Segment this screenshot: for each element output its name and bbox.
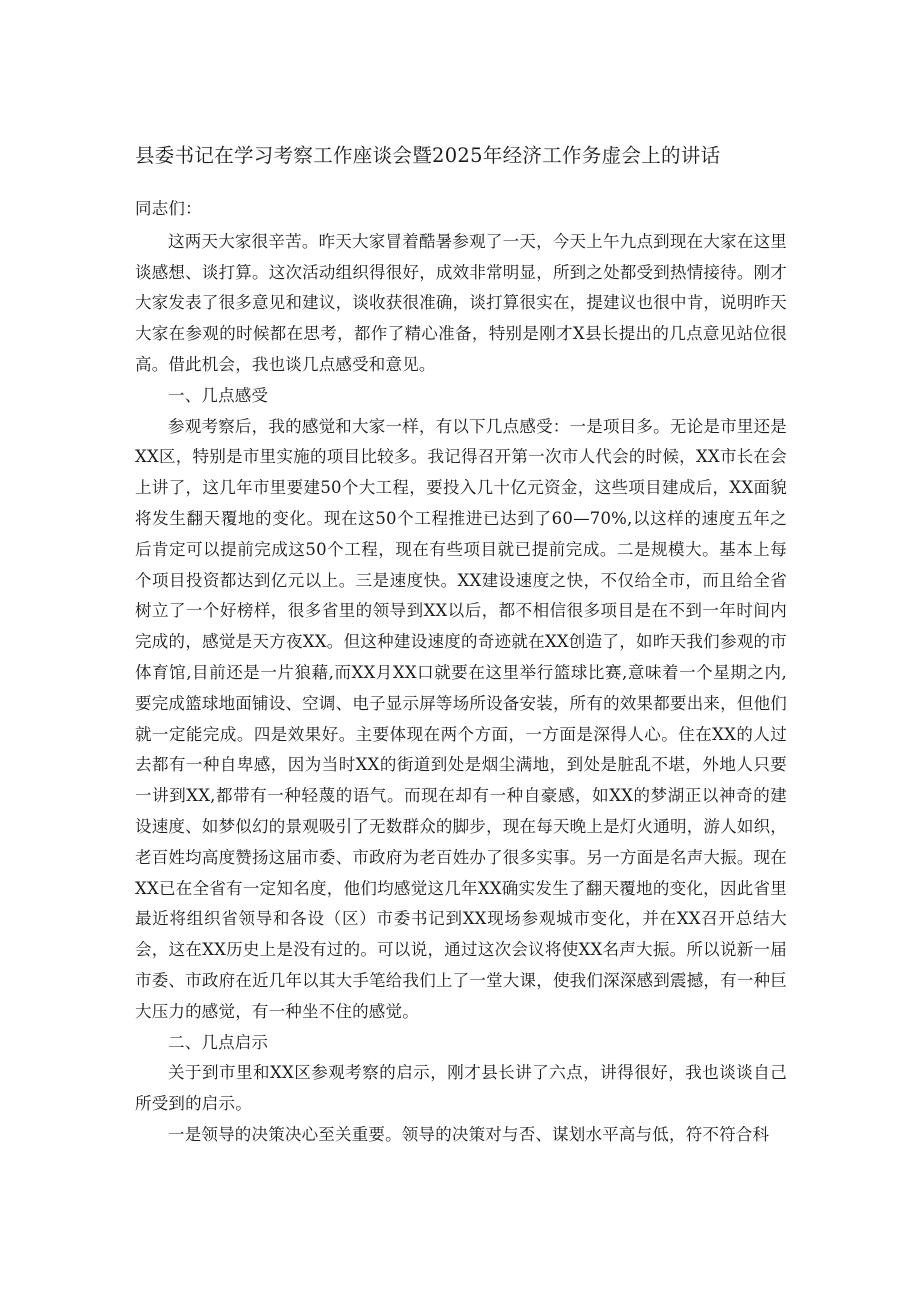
- section-heading-1: 一、几点感受: [168, 385, 269, 405]
- paragraph-inspiration-1: 一是领导的决策决心至关重要。领导的决策对与否、谋划水平高与低，符不符合科: [168, 1124, 770, 1144]
- paragraph-feelings: 参观考察后，我的感觉和大家一样，有以下几点感受：一是项目多。无论是市里还是XX区，特别是市里实施的项目比较多。我记得召开第一次市人代会的时候，XX市长在会上讲了，这几年市里要建50个大工程，要投入几十亿元资金，这些项目建成后，XX面貌将发生翻天覆地的变化。现在这50个工程推进已达到了60—70%,以这样的速度五年之后肯定可以提前完成这50个工程，现在有些项目就已提前完成。二是规模大。基本上每个项目投资都达到亿元以上。三是速度快。XX建设速度之快，不仅给全市，而且给全省树立了一个好榜样，很多省里的领导到XX以后，都不相信很多项目是在不到一年时间内完成的，感觉是天方夜XX。但这种建设速度的奇迹就在XX创造了，如昨天我们参观的市体育馆,目前还是一片狼藉,而XX月XX口就要在这里举行篮球比赛,意味着一个星期之内,要完成篮球地面铺设、空调、电子显示屏等场所设备安装，所有的效果都要出来，但他们就一定能完成。四是效果好。主要体现在两个方面，一方面是深得人心。住在XX的人过去都有一种自卑感，因为当时XX的街道到处是烟尘满地，到处是脏乱不堪，外地人只要一讲到XX,都带有一种轻蔑的语气。而现在却有一种自豪感，如XX的梦湖正以神奇的建设速度、如梦似幻的景观吸引了无数群众的脚步，现在每天晚上是灯火通明，游人如织，老百姓均高度赞扬这届市委、市政府为老百姓办了很多实事。另一方面是名声大振。现在XX已在全省有一定知名度，他们均感觉这几年XX确实发生了翻天覆地的变化，因此省里最近将组织省领导和各设（区）市委书记到XX现场参观城市变化，并在XX召开总结大会，这在XX历史上是没有过的。可以说，通过这次会议将使XX名声大振。所以说新一届市委、市政府在近几年以其大手笔给我们上了一堂大课，使我们深深感到震撼，有一种巨大压力的感觉，有一种坐不住的感觉。: [135, 416, 787, 1021]
- document-title: 县委书记在学习考察工作座谈会暨2025年经济工作务虚会上的讲话: [135, 144, 721, 167]
- salutation: 同志们：: [135, 199, 202, 218]
- document-body: [135, 194, 787, 1151]
- paragraph-inspiration-intro: 关于到市里和XX区参观考察的启示，刚才县长讲了六点，讲得很好，我也谈谈自己所受到的启示。: [135, 1063, 787, 1114]
- section-heading-2: 二、几点启示: [168, 1032, 269, 1052]
- paragraph-intro: 这两天大家很辛苦。昨天大家冒着酷暑参观了一天，今天上午九点到现在大家在这里谈感想、谈打算。这次活动组织得很好，成效非常明显，所到之处都受到热情接待。刚才大家发表了很多意见和建议，谈收获很准确，谈打算很实在，提建议也很中肯，说明昨天大家在参观的时候都在思考，都作了精心准备，特别是刚才X县长提出的几点意见站位很高。借此机会，我也谈几点感受和意见。: [135, 231, 787, 374]
